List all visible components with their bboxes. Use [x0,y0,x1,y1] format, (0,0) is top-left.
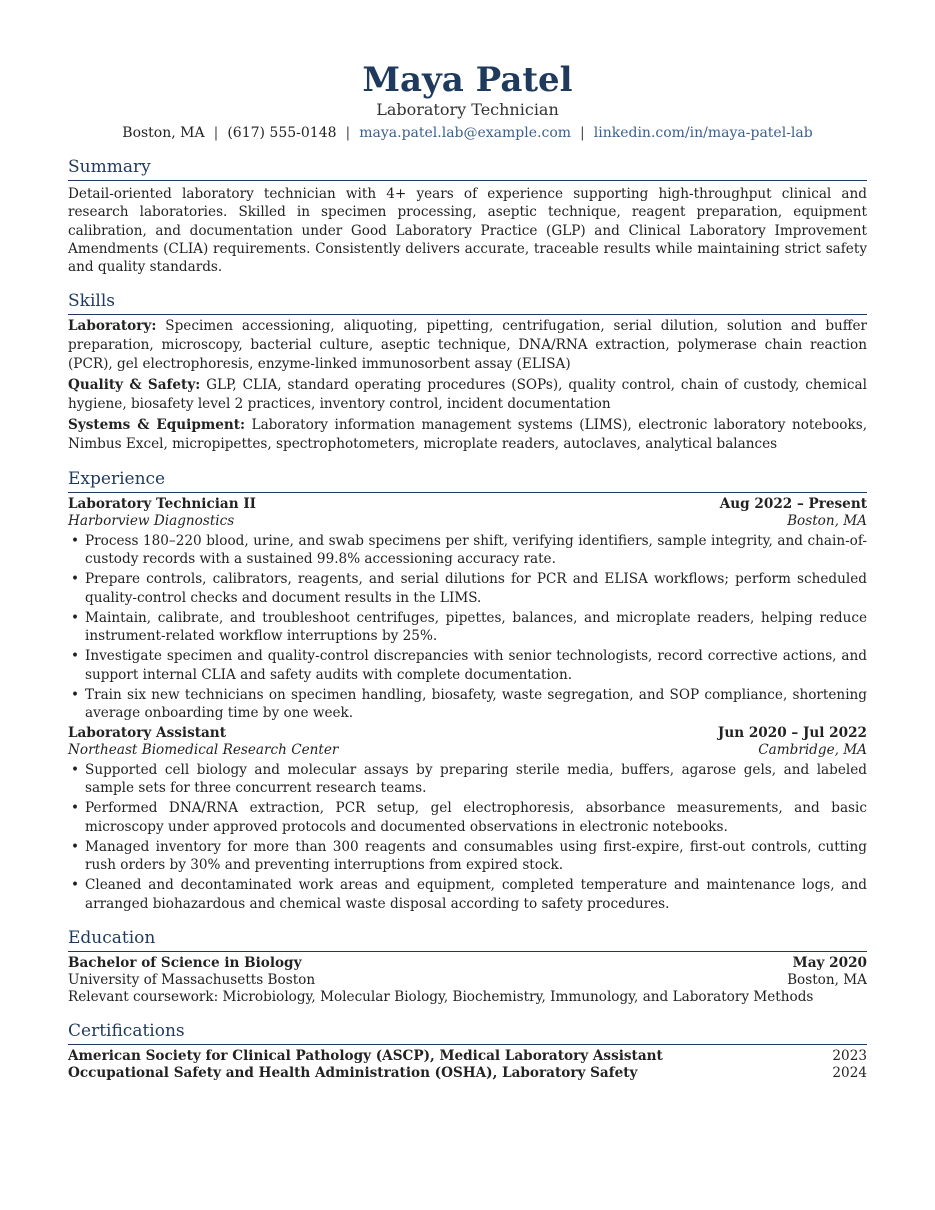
certification-year: 2023 [832,1047,867,1064]
certification-item [68,1048,867,1065]
job-dates: Aug 2022 – Present [719,495,867,512]
job-bullet: • Managed inventory for more than 300 reagents and consumables using first-expire, first-out controls, cutting rush orders by 30% and preventing interruptions from expired stock. [68,838,867,875]
job-title: Laboratory Technician II [68,495,257,512]
job-entry [68,725,867,913]
job-title: Laboratory Assistant [68,724,226,741]
summary-text: Detail-oriented laboratory technician with 4+ years of experience supporting high-throughput clinical and research laboratories. Skilled in specimen processing, aseptic technique, reagent preparation, equipment calibration, and documentation under Good Laboratory Practice (GLP) and Clinical Laboratory Improvement Amendments (CLIA) requirements. Consistently delivers accurate, traceable results while maintaining strict safety and quality standards. [68,186,867,276]
contact-line [68,124,867,142]
job-bullet: • Process 180–220 blood, urine, and swab specimens per shift, verifying identifiers, sample integrity, and chain-of-custody records with a sustained 99.8% accessioning accuracy rate. [68,532,867,569]
job-subheader [68,513,867,530]
job-bullet: • Prepare controls, calibrators, reagents, and serial dilutions for PCR and ELISA workflows; perform scheduled quality-control checks and document results in the LIMS. [68,570,867,607]
section-title-education: Education [68,927,867,952]
education-date: May 2020 [792,954,867,971]
job-bullet: • Investigate specimen and quality-control discrepancies with senior technologists, record corrective actions, and support internal CLIA and safety audits with complete documentation. [68,647,867,684]
contact-location: Boston, MA [122,125,205,141]
skill-label: Quality & Safety: [68,377,201,394]
job-header [68,725,867,742]
skill-item [68,317,867,373]
contact-separator: | [345,125,351,141]
skill-text: Laboratory information management systems (LIMS), electronic laboratory notebooks, Nimbus Excel, micropipettes, spectrophotometers, microplate readers, autoclaves, analytical balances [68,417,868,453]
resume-page [68,60,867,1082]
education-degree: Bachelor of Science in Biology [68,954,302,971]
skill-item [68,376,867,413]
skill-item [68,416,867,453]
skill-label: Systems & Equipment: [68,417,246,434]
contact-phone: (617) 555-0148 [227,125,337,141]
job-bullet: • Train six new technicians on specimen handling, biosafety, waste segregation, and SOP compliance, shortening average onboarding time by one week. [68,686,867,723]
job-dates: Jun 2020 – Jul 2022 [717,724,867,741]
linkedin-link[interactable]: linkedin.com/in/maya-patel-lab [593,125,813,141]
education-location: Boston, MA [787,971,867,988]
resume-name: Maya Patel [362,60,573,100]
job-company: Northeast Biomedical Research Center [68,741,339,758]
contact-separator: | [580,125,585,141]
certification-name: Occupational Safety and Health Administration (OSHA), Laboratory Safety [68,1064,638,1081]
section-title-summary: Summary [68,156,867,181]
job-bullets [68,761,867,913]
section-title-experience: Experience [68,468,867,493]
certification-year: 2024 [832,1064,867,1081]
job-location: Boston, MA [787,512,867,529]
email-link[interactable]: maya.patel.lab@example.com [359,125,572,141]
education-school: University of Massachusetts Boston [68,971,316,988]
job-bullet: • Supported cell biology and molecular assays by preparing sterile media, buffers, agarose gels, and labeled sample sets for three concurrent research teams. [68,761,867,798]
job-bullet: • Cleaned and decontaminated work areas and equipment, completed temperature and maintenance logs, and arranged biohazardous and chemical waste disposal according to safety procedures. [68,876,867,913]
skill-text: GLP, CLIA, standard operating procedures (SOPs), quality control, chain of custody, chemical hygiene, biosafety level 2 practices, inventory control, incident documentation [68,377,867,412]
job-bullet: • Maintain, calibrate, and troubleshoot centrifuges, pipettes, balances, and microplate readers, helping reduce instrument-related workflow interruptions by 25%. [68,609,867,646]
job-subheader [68,742,867,759]
job-location: Cambridge, MA [758,741,867,758]
certification-name: American Society for Clinical Pathology (ASCP), Medical Laboratory Assistant [68,1047,663,1064]
job-bullets [68,532,867,723]
skill-text: Specimen accessioning, aliquoting, pipetting, centrifugation, serial dilution, solution and buffer preparation, microscopy, bacterial culture, aseptic technique, DNA/RNA extraction, polymerase chain reaction (PCR), gel electrophoresis, enzyme-linked immunosorbent assay (ELISA) [68,318,867,372]
education-coursework: Relevant coursework: Microbiology, Molecular Biology, Biochemistry, Immunology, and Laboratory Methods [68,988,814,1005]
job-bullet: • Performed DNA/RNA extraction, PCR setup, gel electrophoresis, absorbance measurements, and basic microscopy under approved protocols and documented observations in electronic notebooks. [68,799,867,836]
job-header [68,496,867,513]
certification-item [68,1065,867,1082]
education-header [68,955,867,972]
job-company: Harborview Diagnostics [68,512,235,529]
skill-label: Laboratory: [68,318,157,335]
contact-separator: | [213,125,219,141]
section-title-certifications: Certifications [68,1020,867,1045]
resume-role: Laboratory Technician [376,100,559,119]
section-title-skills: Skills [68,290,867,315]
job-entry [68,496,867,723]
education-subheader [68,972,867,989]
